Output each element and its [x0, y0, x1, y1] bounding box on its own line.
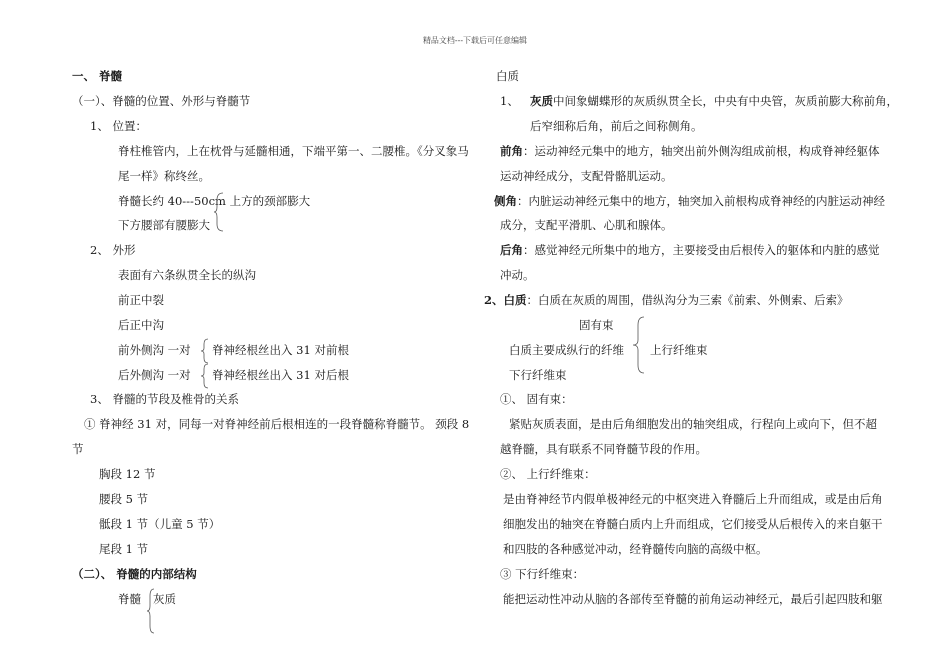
item-segments-title: 3、 脊髓的节段及椎骨的关系 — [90, 392, 239, 406]
white-matter-line — [484, 293, 849, 307]
item-position-title: 1、 位置： — [90, 119, 147, 133]
shape-text-line-3: 后正中沟 — [118, 318, 164, 332]
gray-matter-number: 1、 — [500, 94, 519, 108]
section-heading-spinal-cord: 一、 脊髓 — [72, 69, 123, 83]
shape-posterolateral-sulcus: 后外侧沟 一对 — [118, 368, 191, 382]
segment-sacral: 骶段 1 节（儿童 5 节） — [99, 517, 221, 531]
segment-lumbar: 腰段 5 节 — [99, 492, 149, 506]
position-text-line-4: 下方腰部有腰膨大 — [118, 218, 210, 232]
shape-posterior-roots: 脊神经根丝出入 31 对后根 — [212, 368, 349, 382]
gray-matter-line-2: 后窄细称后角，前后之间称侧角。 — [530, 119, 703, 133]
proper-fasciculus-title: ①、 固有束： — [500, 392, 573, 406]
gray-matter-term: 灰质 — [530, 94, 553, 108]
page-header: 精品文档---下载后可任意编辑 — [422, 36, 528, 45]
brace-icon — [146, 588, 156, 634]
anterior-horn-line-2: 运动神经成分，支配骨骼肌运动。 — [500, 169, 673, 183]
gray-matter-line-1 — [530, 94, 898, 108]
anterior-horn-line-1 — [500, 144, 880, 158]
brace-icon — [200, 363, 210, 389]
proper-fasciculus-text-1: 紧贴灰质表面，是由后角细胞发出的轴突组成，行程向上或向下，但不超 — [509, 417, 877, 431]
proper-fasciculus-text-2: 越脊髓，具有联系不同脊髓节段的作用。 — [500, 442, 707, 456]
item-shape-title: 2、 外形 — [90, 243, 136, 257]
brace-icon — [213, 192, 225, 232]
brace-icon — [200, 338, 210, 364]
internal-gray-matter-label: 灰质 — [153, 592, 176, 606]
white-matter-text: ：白质在灰质的周围，借纵沟分为三索《前索、外侧索、后索》 — [526, 293, 849, 307]
anterior-horn-text: ：运动神经元集中的地方，轴突出前外侧沟组成前根，构成脊神经躯体 — [523, 144, 880, 158]
subsection-heading-internal-structure: （二）、 脊髓的内部结构 — [72, 567, 197, 581]
lateral-horn-term: 侧角 — [494, 194, 517, 208]
descending-tracts-text-1: 能把运动性冲动从脑的各部传至脊髓的前角运动神经元，最后引起四肢和躯 — [503, 592, 883, 606]
ascending-tracts-text-2: 细胞发出的轴突在脊髓白质内上升而组成，它们接受从后根传入的来自躯干 — [503, 517, 883, 531]
posterior-horn-line-1 — [500, 243, 880, 257]
lateral-horn-line-2: 成分，支配平滑肌、心肌和腺体。 — [500, 218, 673, 232]
posterior-horn-term: 后角 — [500, 243, 523, 257]
fiber-descending-tracts: 下行纤维束 — [509, 368, 567, 382]
ascending-tracts-text-3: 和四肢的各种感觉冲动，经脊髓传向脑的高级中枢。 — [503, 542, 768, 556]
lateral-horn-line-1 — [494, 194, 885, 208]
white-matter-label: 白质 — [496, 69, 519, 83]
lateral-horn-text: ：内脏运动神经元集中的地方，轴突加入前根构成脊神经的内脏运动神经 — [517, 194, 885, 208]
fiber-main-label: 白质主要成纵行的纤维 — [509, 343, 624, 357]
position-text-line-3: 脊髓长约 40---50cm 上方的颈部膨大 — [118, 194, 311, 208]
segments-text-line-1: ① 脊神经 31 对，同每一对脊神经前后根相连的一段脊髓称脊髓节。 颈段 8 — [84, 417, 470, 431]
fiber-proper-fasciculus: 固有束 — [579, 318, 614, 332]
shape-text-line-2: 前正中裂 — [118, 293, 164, 307]
posterior-horn-line-2: 冲动。 — [500, 268, 535, 282]
anterior-horn-term: 前角 — [500, 144, 523, 158]
segment-coccygeal: 尾段 1 节 — [99, 542, 149, 556]
internal-spinal-cord-label: 脊髓 — [118, 592, 141, 606]
posterior-horn-text: ：感觉神经元所集中的地方，主要接受由后根传入的躯体和内脏的感觉 — [523, 243, 880, 257]
segment-thoracic: 胸段 12 节 — [99, 467, 156, 481]
shape-text-line-1: 表面有六条纵贯全长的纵沟 — [118, 268, 256, 282]
position-text-line-1: 脊柱椎管内，上在枕骨与延髓相通，下端平第一、二腰椎。《分叉象马 — [118, 144, 469, 158]
shape-anterior-roots: 脊神经根丝出入 31 对前根 — [212, 343, 349, 357]
descending-tracts-title: ③ 下行纤维束： — [500, 567, 585, 581]
ascending-tracts-text-1: 是由脊神经节内假单极神经元的中枢突进入脊髓后上升而组成，或是由后角 — [503, 492, 883, 506]
white-matter-term: 2、白质 — [484, 293, 527, 307]
position-text-line-2: 尾一样》称终丝。 — [118, 169, 210, 183]
fiber-ascending-tracts: 上行纤维束 — [650, 343, 708, 357]
ascending-tracts-title: ②、 上行纤维束： — [500, 467, 596, 481]
segments-text-line-2: 节 — [72, 442, 84, 456]
brace-icon — [632, 316, 646, 374]
gray-matter-text: 中间象蝴蝶形的灰质纵贯全长，中央有中央管，灰质前膨大称前角， — [553, 94, 898, 108]
subsection-heading-position: （一）、脊髓的位置、外形与脊髓节 — [72, 94, 251, 108]
shape-anterolateral-sulcus: 前外侧沟 一对 — [118, 343, 191, 357]
